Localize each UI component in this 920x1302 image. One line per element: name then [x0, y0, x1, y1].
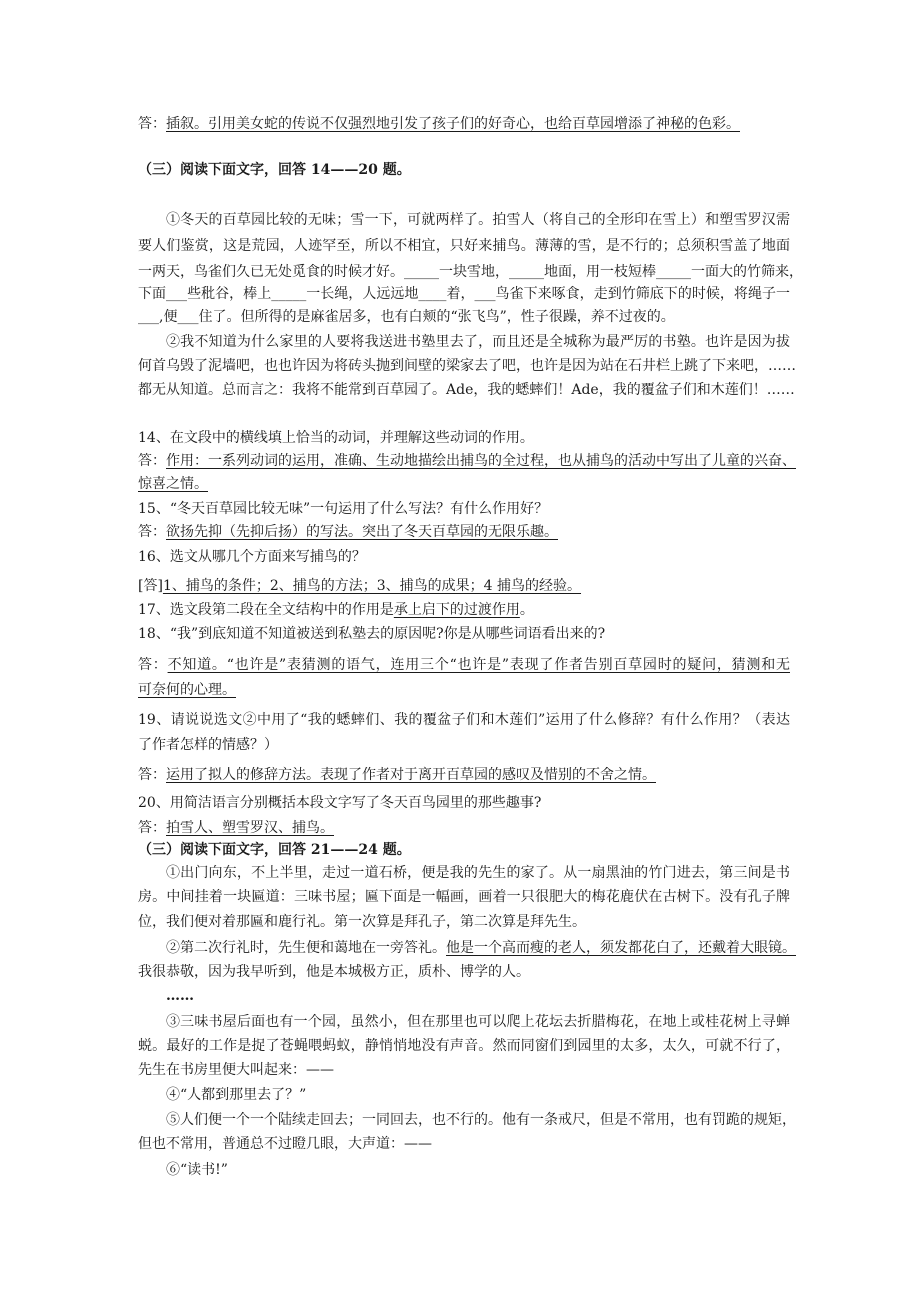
- question-20: 20、用简洁语言分别概括本段文字写了冬天百鸟园里的那些趣事?: [138, 795, 542, 811]
- question-17-suffix: 。: [519, 602, 534, 618]
- answer-prefix: 答：: [138, 453, 166, 469]
- answer-prefix: [答]: [138, 578, 163, 594]
- paragraph-line: 位，我们便对着那匾和鹿行礼。第一次算是拜孔子，第二次算是拜先生。: [138, 914, 586, 930]
- answer-14-line-2: [138, 474, 790, 495]
- paragraph-line: ___,便___住了。但所得的是麻雀居多，也有白颊的“张飞鸟”，性子很躁，养不过夜的。: [138, 309, 675, 325]
- paragraph-line: 一两天，鸟雀们久已无处觅食的时候才好。_____一块雪地，_____地面，用一枝短棒_____一面大的竹筛来，: [138, 264, 803, 280]
- paragraph-line: ⑤人们便一个一个陆续走回去；一同回去，也不行的。他有一条戒尺，但是不常用，也有罚跪的规矩，: [166, 1112, 796, 1128]
- answer-14-text-2: 惊喜之情。: [138, 476, 208, 492]
- question-15: 15、“冬天百草园比较无味”一句运用了什么写法？有什么作用好？: [138, 501, 549, 517]
- answer-prefix: 答：: [138, 657, 168, 673]
- answer-prefix: 答：: [138, 767, 166, 783]
- answer-20-text: 拍雪人、塑雪罗汉、捕鸟。: [166, 820, 334, 836]
- paragraph-line: ③三味书屋后面也有一个园，虽然小，但在那里也可以爬上花坛去折腊梅花，在地上或桂花树上寻蝉: [166, 1014, 790, 1030]
- underlined-sentence: 他是一个高而瘦的老人，须发都花白了，还戴着大眼镜。: [446, 940, 796, 956]
- paragraph-line: 要人们鉴赏，这是荒园，人迹罕至，所以不相宜，只好来捕鸟。薄薄的雪，是不行的；总须积雪盖了地面: [138, 238, 790, 254]
- paragraph-line: 何首乌毁了泥墙吧，也也许因为将砖头抛到间壁的梁家去了吧，也许是因为站在石井栏上跳了下来吧，……: [138, 358, 796, 374]
- answer-15: [138, 522, 790, 543]
- answer-19: [138, 765, 790, 786]
- section-heading: （三）阅读下面文字，回答 14——20 题。: [138, 162, 411, 178]
- question-18: 18、“我”到底知道不知道被送到私塾去的原因呢?你是从哪些词语看出来的?: [138, 626, 606, 642]
- question-19-line-2: 了作者怎样的情感？）: [138, 737, 278, 753]
- answer-19-text: 运用了拟人的修辞方法。表现了作者对于离开百草园的感叹及惜别的不舍之情。: [166, 767, 656, 783]
- paragraph-line: 但也不常用，普通总不过瞪几眼，大声道：——: [138, 1136, 432, 1152]
- question-17-text: 17、选文段第二段在全文结构中的作用是: [138, 602, 394, 618]
- question-16: 16、选文从哪几个方面来写捕鸟的？: [138, 549, 366, 565]
- answer-prefix: 答：: [138, 116, 166, 132]
- question-14: 14、在文段中的横线填上恰当的动词，并理解这些动词的作用。: [138, 430, 534, 446]
- paragraph-line: 都无从知道。总而言之：我将不能常到百草园了。Ade，我的蟋蟀们！Ade，我的覆盆子们和木莲们！……: [138, 382, 795, 398]
- question-17-answer: 承上启下的过渡作用: [393, 602, 520, 618]
- question-19-line-1: 19、请说说选文②中用了“我的蟋蟀们、我的覆盆子们和木莲们”运用了什么修辞？有什么作用？（表达: [138, 712, 790, 728]
- paragraph-line: 蜕。最好的工作是捉了苍蝇喂蚂蚁，静悄悄地没有声音。然而同窗们到园里的太多，太久，可就不行了，: [138, 1038, 790, 1054]
- answer-18-text: 不知道。“也许是”表猜测的语气，连用三个“也许是”表现了作者告别百草园时的疑问，猜测和无: [167, 657, 790, 673]
- paragraph-line: ①出门向东，不上半里，走过一道石桥，便是我的先生的家了。从一扇黑油的竹门进去，第三间是书: [166, 865, 790, 881]
- answer-prefix: 答：: [138, 524, 166, 540]
- answer-15-text: 欲扬先抑（先抑后扬）的写法。突出了冬天百草园的无限乐趣。: [166, 524, 558, 540]
- answer-text: 插叙。引用美女蛇的传说不仅强烈地引发了孩子们的好奇心，也给百草园增添了神秘的色彩。: [166, 116, 740, 132]
- answer-16: [138, 576, 790, 597]
- paragraph-line: [138, 938, 796, 959]
- paragraph-line: 房。中间挂着一块匾道：三味书屋；匾下面是一幅画，画着一只很肥大的梅花鹿伏在古树下。没有孔子牌: [138, 889, 790, 905]
- ellipsis: ……: [166, 988, 194, 1004]
- answer-18-line-2: [138, 680, 790, 701]
- question-17: [138, 600, 790, 621]
- paragraph-line: 下面___些秕谷，棒上_____一长绳，人远远地____着，___鸟雀下来啄食，走到竹筛底下的时候，将绳子一: [138, 286, 790, 302]
- answer-20: [138, 818, 790, 839]
- paragraph-line: ⑥“读书!”: [166, 1162, 228, 1178]
- answer-16-text: 1、捕鸟的条件；2、捕鸟的方法；3、捕鸟的成果；4 捕鸟的经验。: [162, 578, 582, 594]
- section-heading-2: （三）阅读下面文字，回答 21——24 题。: [138, 842, 411, 858]
- answer-prefix: 答：: [138, 820, 166, 836]
- answer-14-text: 作用：一系列动词的运用，准确、生动地描绘出捕鸟的全过程，也从捕鸟的活动中写出了儿童的兴奋、: [166, 453, 796, 469]
- paragraph-text: ②第二次行礼时，先生便和蔼地在一旁答礼。: [166, 940, 446, 956]
- paragraph-line: ②我不知道为什么家里的人要将我送进书塾里去了，而且还是全城称为最严厉的书塾。也许是因为拔: [166, 334, 790, 350]
- paragraph-line: ④“人都到那里去了？”: [166, 1087, 307, 1103]
- paragraph-line: 先生在书房里便大叫起来：——: [138, 1062, 334, 1078]
- paragraph-line: 我很恭敬，因为我早听到，他是本城极方正，质朴、博学的人。: [138, 964, 530, 980]
- answer-18-text-2: 可奈何的心理。: [138, 682, 236, 698]
- answer-14-line-1: [138, 451, 796, 472]
- answer-previous: [138, 114, 790, 135]
- answer-18-line-1: [138, 655, 790, 676]
- paragraph-line: ①冬天的百草园比较的无味；雪一下，可就两样了。拍雪人（将自己的全形印在雪上）和塑雪罗汉需: [166, 212, 790, 228]
